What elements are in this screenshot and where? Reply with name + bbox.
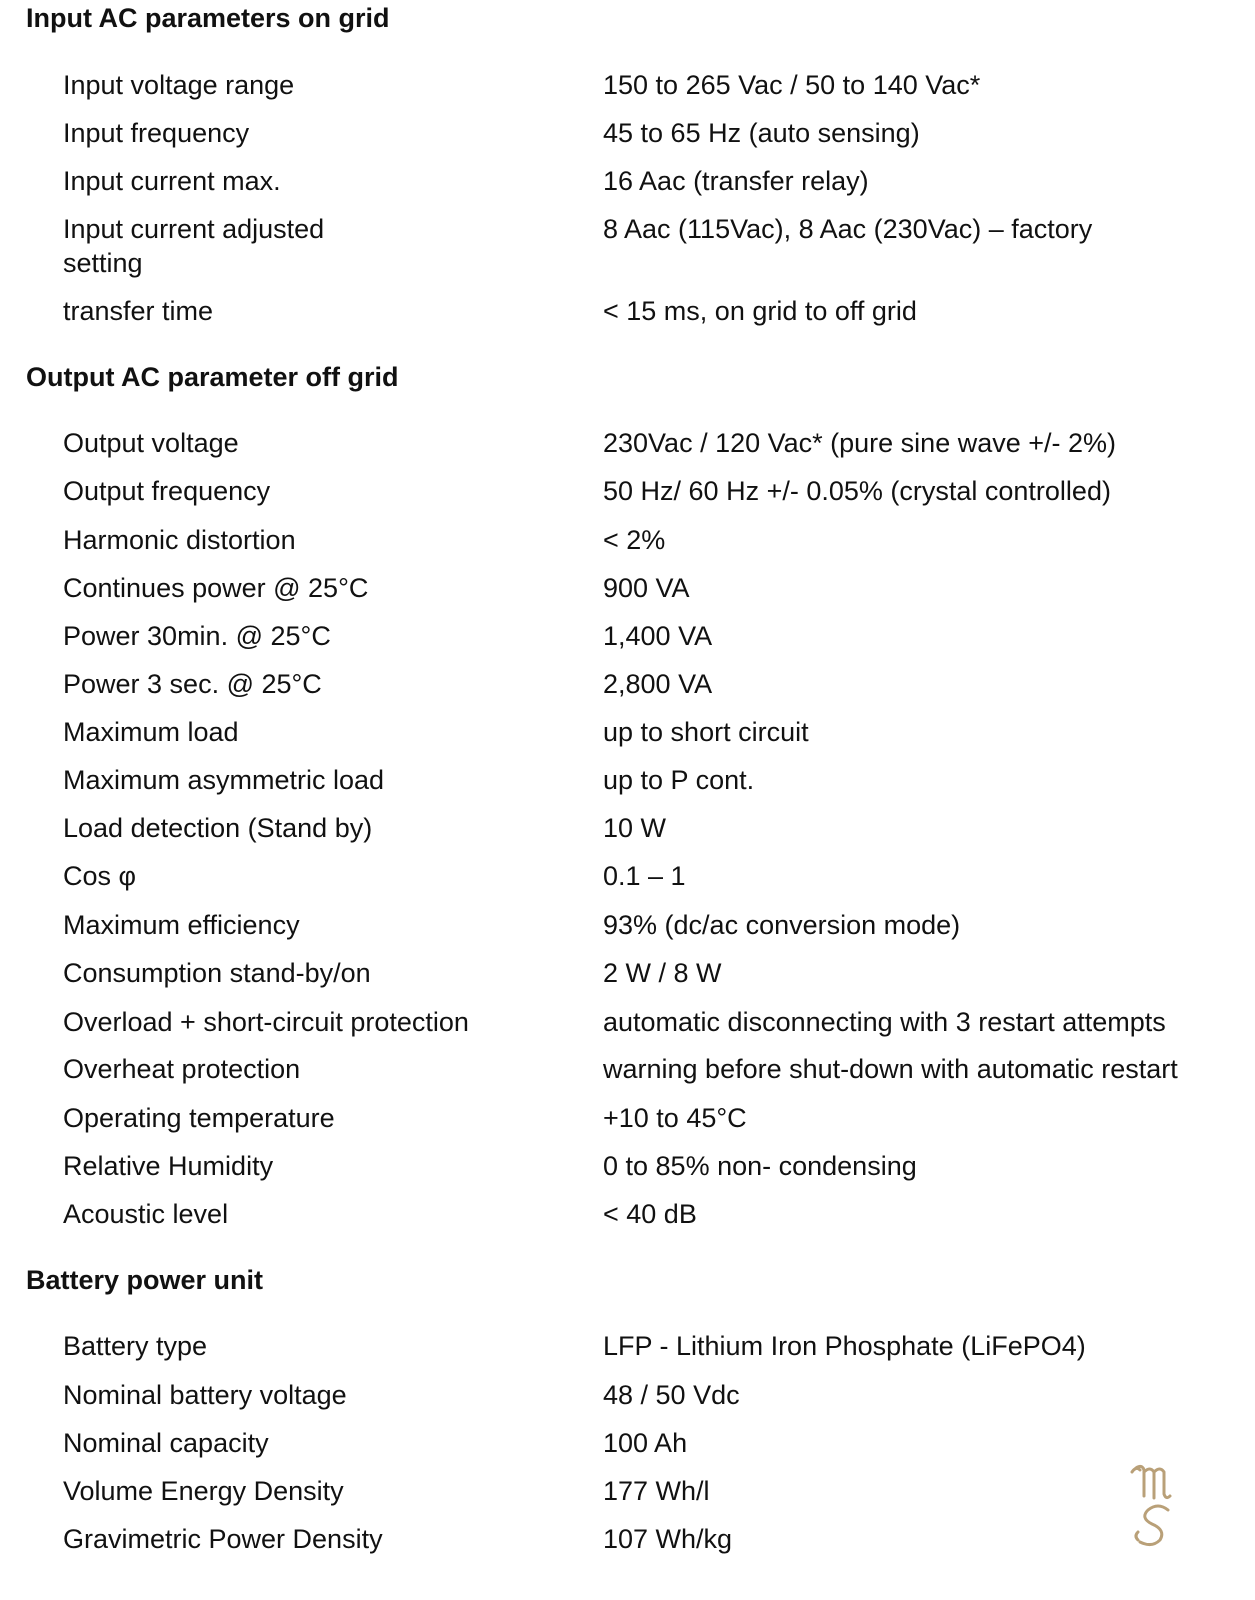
section-title-output-ac: Output AC parameter off grid [26, 362, 399, 392]
spec-label: Relative Humidity [63, 1151, 274, 1181]
spec-label: Maximum asymmetric load [63, 765, 385, 795]
monogram-logo-svg [1128, 1462, 1184, 1548]
spec-value: LFP - Lithium Iron Phosphate (LiFePO4) [603, 1331, 1086, 1361]
spec-label: Output voltage [63, 428, 239, 458]
spec-label: Acoustic level [63, 1199, 229, 1229]
spec-value: 900 VA [603, 573, 690, 603]
spec-value: up to P cont. [603, 765, 755, 795]
spec-value: 16 Aac (transfer relay) [603, 166, 869, 196]
spec-value: 230Vac / 120 Vac* (pure sine wave +/- 2%) [603, 428, 1117, 458]
spec-label: Overload + short-circuit protection [63, 1007, 469, 1037]
spec-label: Load detection (Stand by) [63, 813, 373, 843]
spec-value: 2 W / 8 W [603, 958, 722, 988]
spec-label: Maximum efficiency [63, 910, 300, 940]
spec-label: Overheat protection [63, 1054, 301, 1084]
spec-label: Power 30min. @ 25°C [63, 621, 331, 651]
spec-value: < 2% [603, 525, 666, 555]
spec-value: 107 Wh/kg [603, 1524, 733, 1554]
spec-value: 50 Hz/ 60 Hz +/- 0.05% (crystal controlled) [603, 476, 1111, 506]
spec-value: 2,800 VA [603, 669, 713, 699]
spec-label: Output frequency [63, 476, 271, 506]
spec-label: Input frequency [63, 118, 250, 148]
spec-value: 150 to 265 Vac / 50 to 140 Vac* [603, 70, 981, 100]
spec-value: automatic disconnecting with 3 restart attempts [603, 1007, 1166, 1037]
spec-label: Maximum load [63, 717, 239, 747]
spec-label: Volume Energy Density [63, 1476, 344, 1506]
spec-value: 93% (dc/ac conversion mode) [603, 910, 961, 940]
spec-label: transfer time [63, 296, 214, 326]
spec-label: Power 3 sec. @ 25°C [63, 669, 322, 699]
spec-value: < 15 ms, on grid to off grid [603, 296, 917, 326]
spec-value: +10 to 45°C [603, 1103, 747, 1133]
spec-label: Cos φ [63, 861, 137, 891]
spec-label: Input voltage range [63, 70, 295, 100]
spec-label: Operating temperature [63, 1103, 335, 1133]
spec-value: 100 Ah [603, 1428, 688, 1458]
section-title-input-ac: Input AC parameters on grid [26, 3, 390, 33]
monogram-logo-icon [1128, 1462, 1184, 1548]
spec-label: Input current adjusted setting [63, 214, 325, 278]
spec-value: 48 / 50 Vdc [603, 1380, 740, 1410]
spec-label: Battery type [63, 1331, 208, 1361]
spec-label: Gravimetric Power Density [63, 1524, 383, 1554]
section-title-battery: Battery power unit [26, 1265, 264, 1295]
spec-value: 0.1 – 1 [603, 861, 686, 891]
spec-label: Nominal capacity [63, 1428, 269, 1458]
spec-value: up to short circuit [603, 717, 809, 747]
spec-value: 10 W [603, 813, 667, 843]
spec-value: 177 Wh/l [603, 1476, 710, 1506]
spec-label: Consumption stand-by/on [63, 958, 371, 988]
spec-value: 45 to 65 Hz (auto sensing) [603, 118, 920, 148]
spec-label: Harmonic distortion [63, 525, 296, 555]
spec-value: 0 to 85% non- condensing [603, 1151, 917, 1181]
spec-label: Nominal battery voltage [63, 1380, 347, 1410]
spec-value: 8 Aac (115Vac), 8 Aac (230Vac) – factory [603, 214, 1093, 244]
spec-value: warning before shut-down with automatic restart [603, 1054, 1178, 1084]
spec-label: Input current max. [63, 166, 281, 196]
spec-value: 1,400 VA [603, 621, 713, 651]
spec-label: Continues power @ 25°C [63, 573, 369, 603]
spec-value: < 40 dB [603, 1199, 697, 1229]
